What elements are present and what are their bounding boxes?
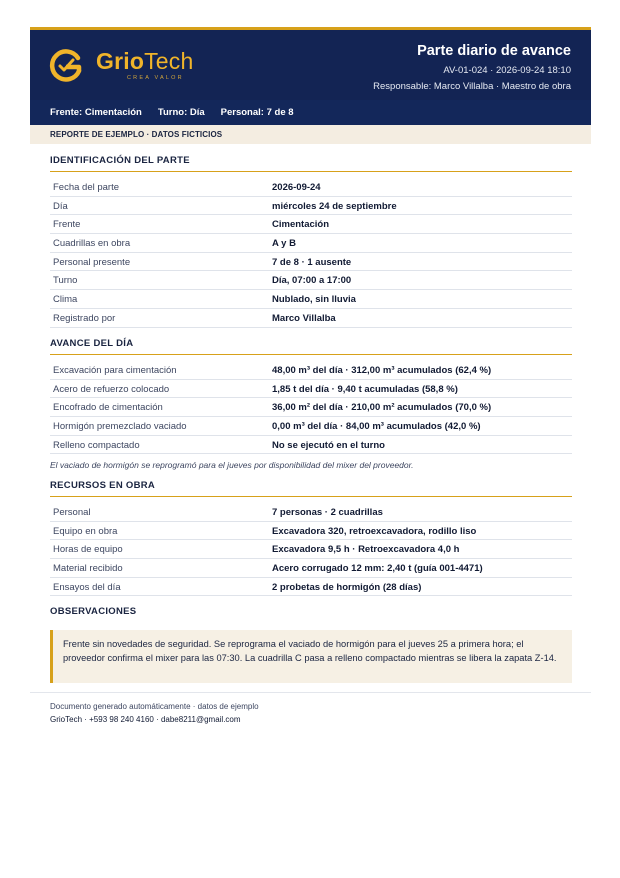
staff-label: Personal: 7 de 8 <box>220 107 294 118</box>
report-title: Parte diario de avance <box>417 43 571 59</box>
table-row: Acero de refuerzo colocado 1,85 t del día · 9,40 t acumuladas (58,8 %) <box>50 380 572 399</box>
table-row: Relleno compactado No se ejecutó en el turno <box>50 436 572 455</box>
table-row: Frente Cimentación <box>50 215 572 234</box>
table-row: Personal presente 7 de 8 · 1 ausente <box>50 253 572 272</box>
footer-contact: GrioTech · +593 98 240 4160 · dabe8211@gmail.com <box>50 715 241 724</box>
front-summary-bar <box>30 100 591 125</box>
sample-notice: REPORTE DE EJEMPLO · DATOS FICTICIOS <box>30 125 591 144</box>
observations-box: Frente sin novedades de seguridad. Se reprograma el vaciado de hormigón para el jueves 25 a primera hora; el proveedor confirma el mixer para las 07:30. La cuadrilla C pasa a relleno compactado mientras se libera la zapata Z-14. <box>50 630 572 683</box>
progress-table <box>50 361 572 454</box>
table-row: Encofrado de cimentación 36,00 m² del día · 210,00 m² acumulados (70,0 %) <box>50 398 572 417</box>
footer-generated-note: Documento generado automáticamente · datos de ejemplo <box>50 702 259 711</box>
section-title-observations: OBSERVACIONES <box>50 606 137 617</box>
brand-name: GrioTech <box>96 48 194 74</box>
front-label: Frente: Cimentación <box>50 107 142 118</box>
table-row: Material recibido Acero corrugado 12 mm: 2,40 t (guía 001-4471) <box>50 559 572 578</box>
progress-note: El vaciado de hormigón se reprogramó para el jueves por disponibilidad del mixer del proveedor. <box>50 460 414 470</box>
table-row: Equipo en obra Excavadora 320, retroexcavadora, rodillo liso <box>50 522 572 541</box>
footer-divider <box>30 692 591 693</box>
table-row: Excavación para cimentación 48,00 m³ del día · 312,00 m³ acumulados (62,4 %) <box>50 361 572 380</box>
resources-table <box>50 503 572 596</box>
report-code: AV-01-024 · 2026-09-24 18:10 <box>443 65 571 76</box>
section-title-identification: IDENTIFICACIÓN DEL PARTE <box>50 155 572 172</box>
table-row: Cuadrillas en obra A y B <box>50 234 572 253</box>
table-row: Turno Día, 07:00 a 17:00 <box>50 271 572 290</box>
table-row: Ensayos del día 2 probetas de hormigón (28 días) <box>50 578 572 597</box>
shift-label: Turno: Día <box>157 107 205 118</box>
table-row: Registrado por Marco Villalba <box>50 309 572 328</box>
table-row: Personal 7 personas · 2 cuadrillas <box>50 503 572 522</box>
table-row: Hormigón premezclado vaciado 0,00 m³ del día · 84,00 m³ acumulados (42,0 %) <box>50 417 572 436</box>
section-title-progress: AVANCE DEL DÍA <box>50 338 572 355</box>
table-row: Horas de equipo Excavadora 9,5 h · Retroexcavadora 4,0 h <box>50 540 572 559</box>
report-responsible: Responsable: Marco Villalba · Maestro de obra <box>373 81 571 92</box>
table-row: Fecha del parte 2026-09-24 <box>50 178 572 197</box>
table-row: Día miércoles 24 de septiembre <box>50 197 572 216</box>
griotech-g-logo-icon <box>48 47 84 83</box>
brand-tagline: CREA VALOR <box>127 75 184 81</box>
report-header <box>30 27 591 100</box>
table-row: Clima Nublado, sin lluvia <box>50 290 572 309</box>
section-title-resources: RECURSOS EN OBRA <box>50 480 572 497</box>
identification-table <box>50 178 572 328</box>
